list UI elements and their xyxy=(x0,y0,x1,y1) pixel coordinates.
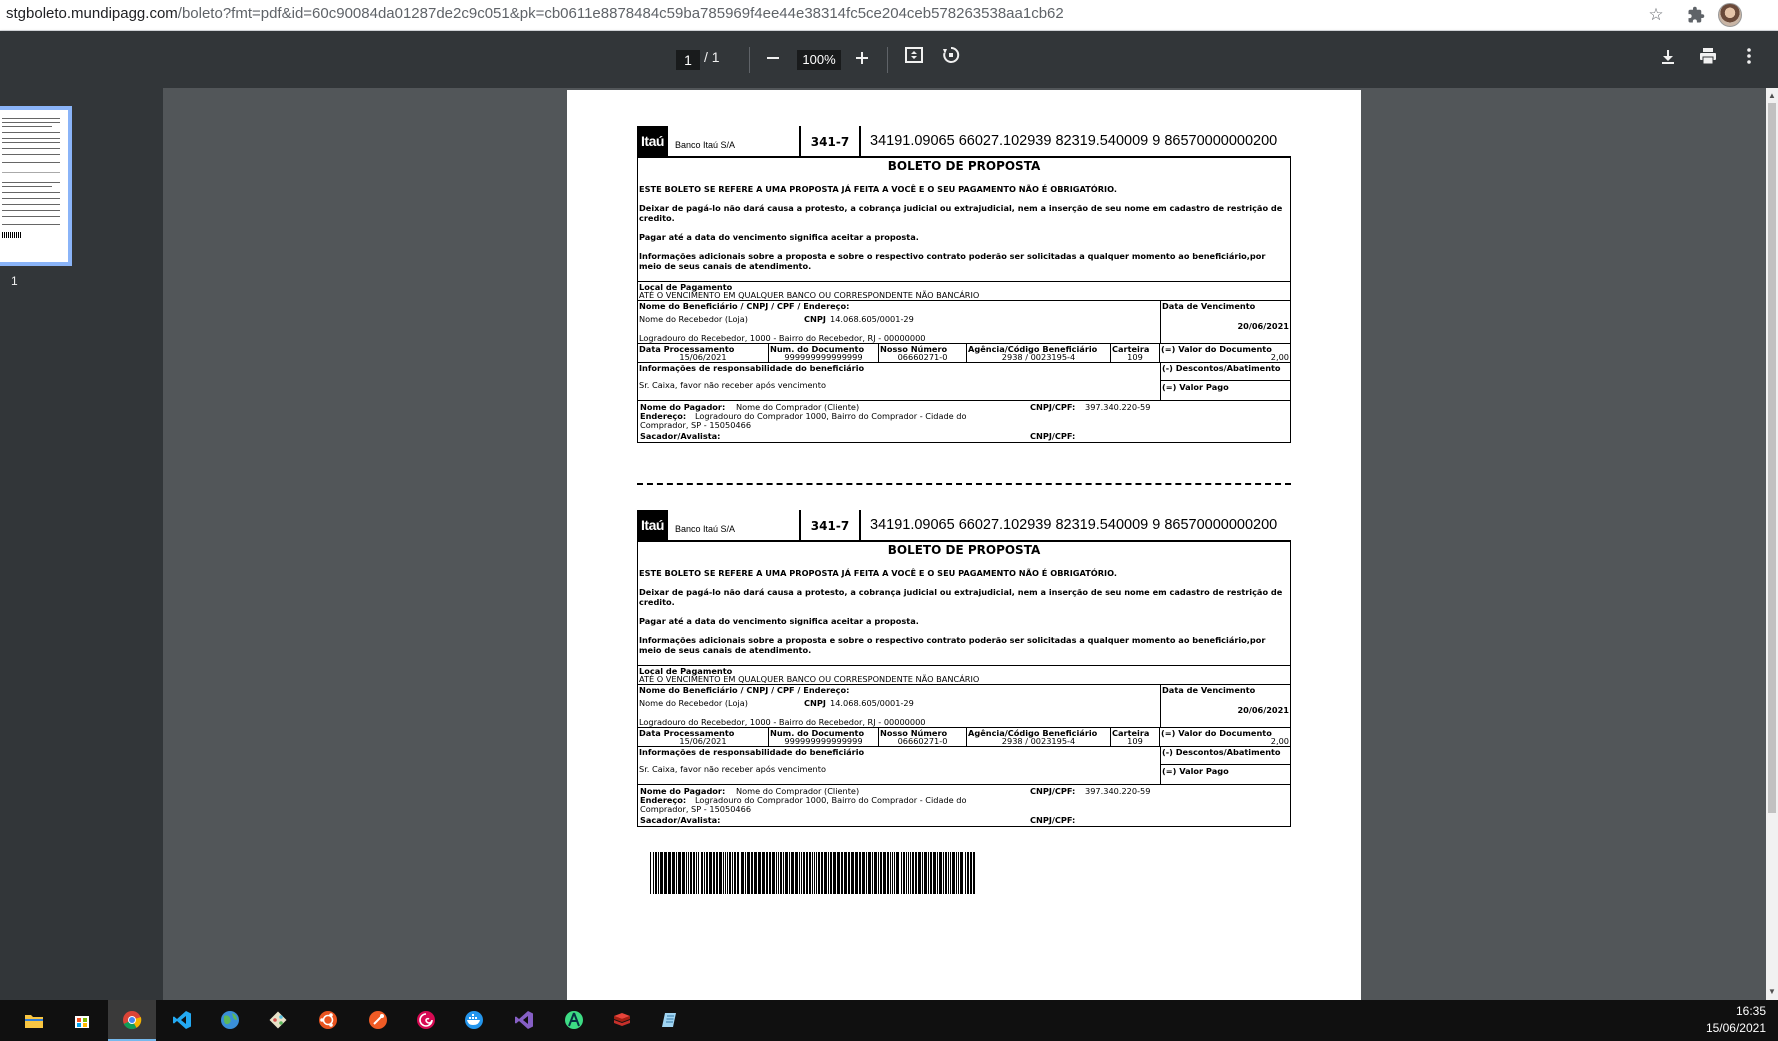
local-pagamento-row xyxy=(638,666,1290,685)
zoom-in-icon[interactable] xyxy=(848,45,876,73)
local-pagamento-value: ATÉ O VENCIMENTO EM QUALQUER BANCO OU CORRESPONDENTE NÃO BANCÁRIO xyxy=(639,674,980,684)
valor-documento-value: 2,00 xyxy=(1270,352,1289,362)
num-documento-label: Num. do Documento xyxy=(770,344,865,354)
cnpj-value: 14.068.605/0001-29 xyxy=(830,314,914,324)
informacoes-value: Sr. Caixa, favor não receber após vencimento xyxy=(639,380,826,390)
endereco-label: Endereço: xyxy=(640,411,687,421)
pagador-cpf-value: 397.340.220-59 xyxy=(1085,402,1151,412)
print-icon[interactable] xyxy=(1694,45,1722,73)
vencimento-cell xyxy=(1160,301,1290,343)
valor-documento-label: (=) Valor do Documento xyxy=(1161,728,1272,738)
pdf-toolbar xyxy=(0,31,1778,88)
beneficiario-label: Nome do Beneficiário / CNPJ / CPF / Endereço: xyxy=(639,685,850,695)
informacoes-row xyxy=(638,747,1290,785)
digitable-line: 34191.09065 66027.102939 82319.540009 9 86570000000200 xyxy=(870,133,1278,149)
page-count: / 1 xyxy=(704,49,720,65)
download-icon[interactable] xyxy=(1654,45,1682,73)
scroll-down-icon[interactable]: ▼ xyxy=(1768,987,1776,996)
pagador-block xyxy=(638,401,1290,442)
sacador-label: Sacador/Avalista: xyxy=(640,815,721,825)
local-pagamento-value: ATÉ O VENCIMENTO EM QUALQUER BANCO OU CORRESPONDENTE NÃO BANCÁRIO xyxy=(639,290,980,300)
page-number-input[interactable]: 1 xyxy=(676,50,700,70)
notice-p4: Informações adicionais sobre a proposta e sobre o respectivo contrato poderão ser solicitadas a qualquer momento ao beneficiário,por meio de seus canais de atendimento. xyxy=(639,251,1266,271)
boleto-title: BOLETO DE PROPOSTA xyxy=(887,543,1041,557)
file-explorer-icon[interactable] xyxy=(10,1000,58,1041)
cnpj-label: CNPJ xyxy=(804,314,826,324)
valor-pago-label: (=) Valor Pago xyxy=(1162,382,1229,392)
boleto-header xyxy=(637,122,1291,158)
pagador-cpf-value: 397.340.220-59 xyxy=(1085,786,1151,796)
local-pagamento-row xyxy=(638,282,1290,301)
boleto-header xyxy=(637,506,1291,542)
notepad-icon[interactable] xyxy=(646,1000,694,1041)
cnpj-value: 14.068.605/0001-29 xyxy=(830,698,914,708)
carteira-value: 109 xyxy=(1127,352,1143,362)
processamento-row xyxy=(638,728,1290,747)
informacoes-value: Sr. Caixa, favor não receber após vencimento xyxy=(639,764,826,774)
visual-studio-icon[interactable] xyxy=(500,1000,548,1041)
itau-logo: Itaú xyxy=(637,126,668,157)
num-documento-value: 999999999999999 xyxy=(784,736,863,746)
agencia-label: Agência/Código Beneficiário xyxy=(968,344,1098,354)
notice-p3: Pagar até a data do vencimento significa aceitar a proposta. xyxy=(639,232,919,242)
chrome-icon[interactable] xyxy=(108,1000,156,1041)
processamento-label: Data Processamento xyxy=(639,728,735,738)
postman-icon[interactable] xyxy=(354,1000,402,1041)
beneficiario-row xyxy=(638,685,1290,728)
pagador-block xyxy=(638,785,1290,826)
toolbar-divider xyxy=(749,47,750,73)
page-thumbnail[interactable] xyxy=(0,106,72,266)
valor-documento-cell xyxy=(1160,728,1290,746)
local-pagamento-label: Local de Pagamento xyxy=(639,282,733,292)
carteira-label: Carteira xyxy=(1112,728,1150,738)
more-icon[interactable] xyxy=(1735,45,1763,73)
store-icon[interactable] xyxy=(58,1000,106,1041)
bank-name: Banco Itaú S/A xyxy=(675,140,736,150)
thumbnail-page-number: 1 xyxy=(11,274,18,288)
sacador-label: Sacador/Avalista: xyxy=(640,431,721,441)
url-text[interactable] xyxy=(6,5,1064,22)
zoom-out-icon[interactable] xyxy=(759,45,787,73)
notice-p2: Deixar de pagá-lo não dará causa a protesto, a cobrança judicial ou extrajudicial, nem a inserção de seu nome em cadastro de restrição de credito. xyxy=(639,587,1283,607)
valor-documento-value: 2,00 xyxy=(1270,736,1289,746)
valor-pago-label: (=) Valor Pago xyxy=(1162,766,1229,776)
endereco-label: Endereço: xyxy=(640,795,687,805)
sacador-cpf-label: CNPJ/CPF: xyxy=(1030,431,1076,441)
beneficiario-address: Logradouro do Recebedor, 1000 - Bairro do Recebedor, RJ - 00000000 xyxy=(639,333,926,343)
informacoes-label: Informações de responsabilidade do beneficiário xyxy=(639,747,865,757)
scroll-up-icon[interactable]: ▲ xyxy=(1768,91,1776,100)
beneficiario-name: Nome do Recebedor (Loja) xyxy=(639,314,748,324)
agencia-label: Agência/Código Beneficiário xyxy=(968,728,1098,738)
pagador-cpf-label: CNPJ/CPF: xyxy=(1030,786,1076,796)
local-pagamento-label: Local de Pagamento xyxy=(639,666,733,676)
valor-documento-label: (=) Valor do Documento xyxy=(1161,344,1272,354)
zoom-level[interactable]: 100% xyxy=(797,50,841,70)
vencimento-value: 20/06/2021 xyxy=(1237,705,1289,715)
processamento-value: 15/06/2021 xyxy=(679,352,727,362)
boleto-receipt xyxy=(637,122,1291,443)
nosso-numero-value: 06660271-0 xyxy=(897,352,948,362)
processamento-value: 15/06/2021 xyxy=(679,736,727,746)
clock-date: 15/06/2021 xyxy=(1705,1021,1766,1035)
url-path: /boleto?fmt=pdf&id=60c90084da01287de2c9c051&pk=cb0611e8878484c59ba785969f4ee44e38314fc5ce204ceb578263538aa1cb62 xyxy=(177,5,1064,22)
beneficiario-row xyxy=(638,301,1290,344)
toolbar-divider xyxy=(887,47,888,73)
notice-p3: Pagar até a data do vencimento significa aceitar a proposta. xyxy=(639,616,919,626)
descontos-cell xyxy=(1161,747,1290,765)
processamento-label: Data Processamento xyxy=(639,344,735,354)
rotate-icon[interactable] xyxy=(937,45,965,73)
carteira-value: 109 xyxy=(1127,736,1143,746)
notice-p1: ESTE BOLETO SE REFERE A UMA PROPOSTA JÁ FEITA A VOCÊ E O SEU PAGAMENTO NÃO É OBRIGATÓRIO. xyxy=(639,568,1117,578)
globe-icon[interactable] xyxy=(206,1000,254,1041)
git-icon[interactable] xyxy=(254,1000,302,1041)
beneficiario-label: Nome do Beneficiário / CNPJ / CPF / Endereço: xyxy=(639,301,850,311)
thumbnail-sidebar xyxy=(0,88,163,1000)
scrollbar-thumb[interactable] xyxy=(1768,103,1776,813)
android-studio-icon[interactable] xyxy=(550,1000,598,1041)
pagador-value: Nome do Comprador (Cliente) xyxy=(736,402,860,412)
boleto-slip xyxy=(637,506,1291,827)
agencia-value: 2938 / 0023195-4 xyxy=(1001,736,1076,746)
debian-icon[interactable] xyxy=(402,1000,450,1041)
extensions-icon[interactable] xyxy=(1684,3,1708,27)
pdf-page xyxy=(567,90,1361,1000)
proposal-notice xyxy=(638,158,1290,282)
url-host: stgboleto.mundipagg.com xyxy=(6,5,178,22)
pdf-viewer xyxy=(163,88,1778,1000)
cut-line xyxy=(637,483,1291,485)
notice-p1: ESTE BOLETO SE REFERE A UMA PROPOSTA JÁ FEITA A VOCÊ E O SEU PAGAMENTO NÃO É OBRIGATÓRIO. xyxy=(639,184,1117,194)
vencimento-value: 20/06/2021 xyxy=(1237,321,1289,331)
bank-code: 341-7 xyxy=(799,510,861,542)
star-icon[interactable]: ☆ xyxy=(1648,5,1664,24)
cnpj-label: CNPJ xyxy=(804,698,826,708)
beneficiario-name: Nome do Recebedor (Loja) xyxy=(639,698,748,708)
informacoes-row xyxy=(638,363,1290,401)
bank-name: Banco Itaú S/A xyxy=(675,524,736,534)
descontos-cell xyxy=(1161,363,1290,381)
pagador-value: Nome do Comprador (Cliente) xyxy=(736,786,860,796)
boleto-frame xyxy=(637,542,1291,827)
vscode-icon[interactable] xyxy=(158,1000,206,1041)
carteira-label: Carteira xyxy=(1112,344,1150,354)
barcode xyxy=(650,852,976,894)
vencimento-label: Data de Vencimento xyxy=(1162,685,1256,695)
descontos-label: (-) Descontos/Abatimento xyxy=(1162,363,1281,373)
pagador-label: Nome do Pagador: xyxy=(640,786,726,796)
system-clock[interactable] xyxy=(1706,1003,1766,1037)
boleto-frame xyxy=(637,158,1291,443)
docker-icon[interactable] xyxy=(450,1000,498,1041)
nosso-numero-label: Nosso Número xyxy=(880,728,948,738)
profile-avatar[interactable] xyxy=(1718,3,1742,27)
itau-logo: Itaú xyxy=(637,510,668,541)
valor-documento-cell xyxy=(1160,344,1290,362)
clock-time: 16:35 xyxy=(1735,1004,1766,1018)
taskbar xyxy=(0,1000,1778,1041)
informacoes-label: Informações de responsabilidade do beneficiário xyxy=(639,363,865,373)
vencimento-cell xyxy=(1160,685,1290,727)
endereco-value: Logradouro do Comprador 1000, Bairro do Comprador - Cidade do Comprador, SP - 15050466 xyxy=(640,411,967,430)
notice-p2: Deixar de pagá-lo não dará causa a protesto, a cobrança judicial ou extrajudicial, nem a inserção de seu nome em cadastro de restrição de credito. xyxy=(639,203,1283,223)
notice-p4: Informações adicionais sobre a proposta e sobre o respectivo contrato poderão ser solicitadas a qualquer momento ao beneficiário,por meio de seus canais de atendimento. xyxy=(639,635,1266,655)
ubuntu-icon[interactable] xyxy=(304,1000,352,1041)
vencimento-label: Data de Vencimento xyxy=(1162,301,1256,311)
endereco-value: Logradouro do Comprador 1000, Bairro do Comprador - Cidade do Comprador, SP - 15050466 xyxy=(640,795,967,814)
num-documento-label: Num. do Documento xyxy=(770,728,865,738)
bank-code: 341-7 xyxy=(799,126,861,158)
address-bar[interactable] xyxy=(0,0,1778,31)
processamento-row xyxy=(638,344,1290,363)
descontos-label: (-) Descontos/Abatimento xyxy=(1162,747,1281,757)
nosso-numero-value: 06660271-0 xyxy=(897,736,948,746)
proposal-notice xyxy=(638,542,1290,666)
redis-icon[interactable] xyxy=(598,1000,646,1041)
boleto-title: BOLETO DE PROPOSTA xyxy=(887,159,1041,173)
agencia-value: 2938 / 0023195-4 xyxy=(1001,352,1076,362)
sacador-cpf-label: CNPJ/CPF: xyxy=(1030,815,1076,825)
pagador-label: Nome do Pagador: xyxy=(640,402,726,412)
nosso-numero-label: Nosso Número xyxy=(880,344,948,354)
fit-page-icon[interactable] xyxy=(900,45,928,73)
num-documento-value: 999999999999999 xyxy=(784,352,863,362)
beneficiario-address: Logradouro do Recebedor, 1000 - Bairro do Recebedor, RJ - 00000000 xyxy=(639,717,926,727)
digitable-line: 34191.09065 66027.102939 82319.540009 9 86570000000200 xyxy=(870,517,1278,533)
pagador-cpf-label: CNPJ/CPF: xyxy=(1030,402,1076,412)
